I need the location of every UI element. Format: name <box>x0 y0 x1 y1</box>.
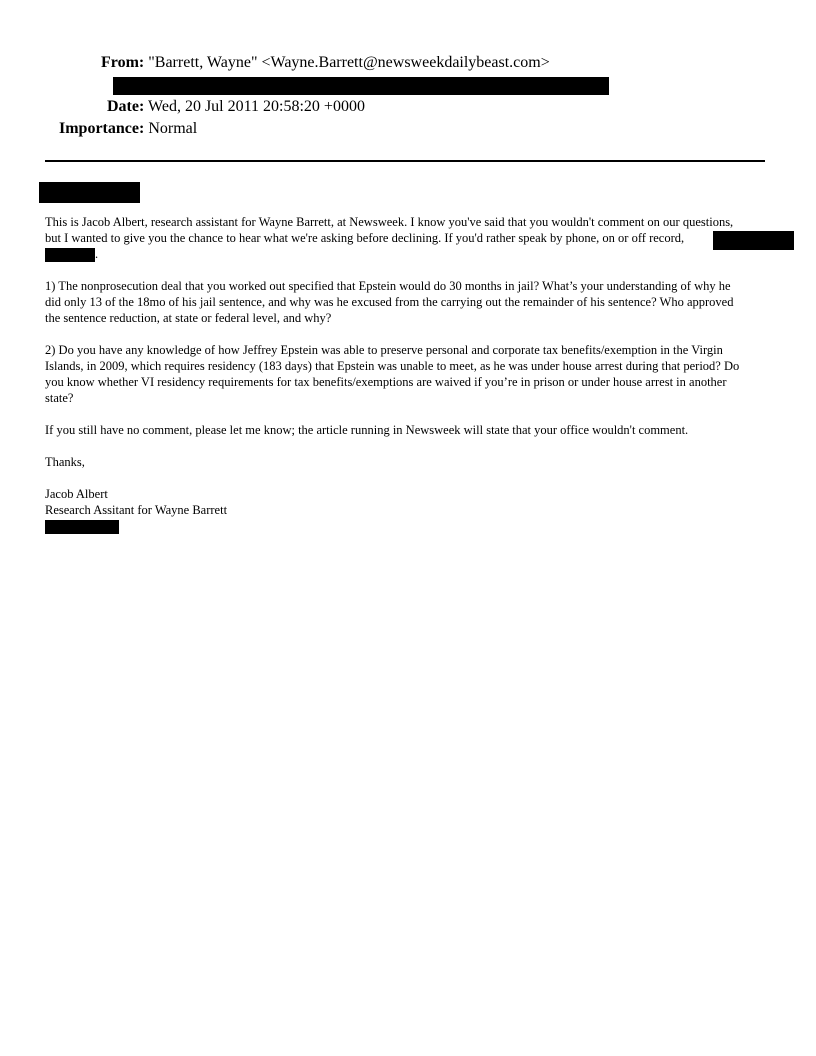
redaction-contact-1 <box>713 231 794 250</box>
body-line: state? <box>45 391 74 405</box>
importance-label: Importance: <box>59 120 145 137</box>
body-line: you know whether VI residency requirements for tax benefits/exemptions are waived if you’re in prison or under house arrest in another <box>45 375 727 389</box>
closing-thanks: Thanks, <box>45 455 85 469</box>
from-value: "Barrett, Wayne" <Wayne.Barrett@newsweekdailybeast.com> <box>148 54 550 71</box>
redaction-to-row <box>113 77 609 95</box>
body-line: 1) The nonprosecution deal that you worked out specified that Epstein would do 30 months in jail? What’s your understanding of why he <box>45 279 731 293</box>
redaction-signature <box>45 520 119 534</box>
importance-value: Normal <box>148 120 198 137</box>
date-label: Date: <box>107 98 145 115</box>
body-line: 2) Do you have any knowledge of how Jeffrey Epstein was able to preserve personal and corporate tax benefits/exemption in the Virgin <box>45 343 723 357</box>
signature-name: Jacob Albert <box>45 487 108 501</box>
importance-row <box>59 120 197 138</box>
redaction-greeting <box>39 182 140 203</box>
body-line: If you still have no comment, please let me know; the article running in Newsweek will state that your office wouldn't comment. <box>45 423 689 437</box>
body-line: but I wanted to give you the chance to hear what we're asking before declining. If you'd rather speak by phone, on or off record, <box>45 231 685 245</box>
body-line: . <box>95 247 99 261</box>
date-value: Wed, 20 Jul 2011 20:58:20 +0000 <box>148 98 365 115</box>
date-row <box>107 98 365 116</box>
body-line: did only 13 of the 18mo of his jail sentence, and why was he excused from the carrying out the remainder of his sentence? Who approved <box>45 295 734 309</box>
from-row <box>101 54 550 72</box>
signature-title: Research Assitant for Wayne Barrett <box>45 503 228 517</box>
redaction-contact-2 <box>45 248 95 262</box>
body-line: the sentence reduction, at state or federal level, and why? <box>45 311 332 325</box>
header-divider <box>45 160 765 162</box>
from-label: From: <box>101 54 145 71</box>
body-line: Islands, in 2009, which requires residency (183 days) that Epstein was unable to meet, as he was under house arrest during that period? Do <box>45 359 740 373</box>
body-line: This is Jacob Albert, research assistant for Wayne Barrett, at Newsweek. I know you've said that you wouldn't comment on our questions, <box>45 215 734 229</box>
